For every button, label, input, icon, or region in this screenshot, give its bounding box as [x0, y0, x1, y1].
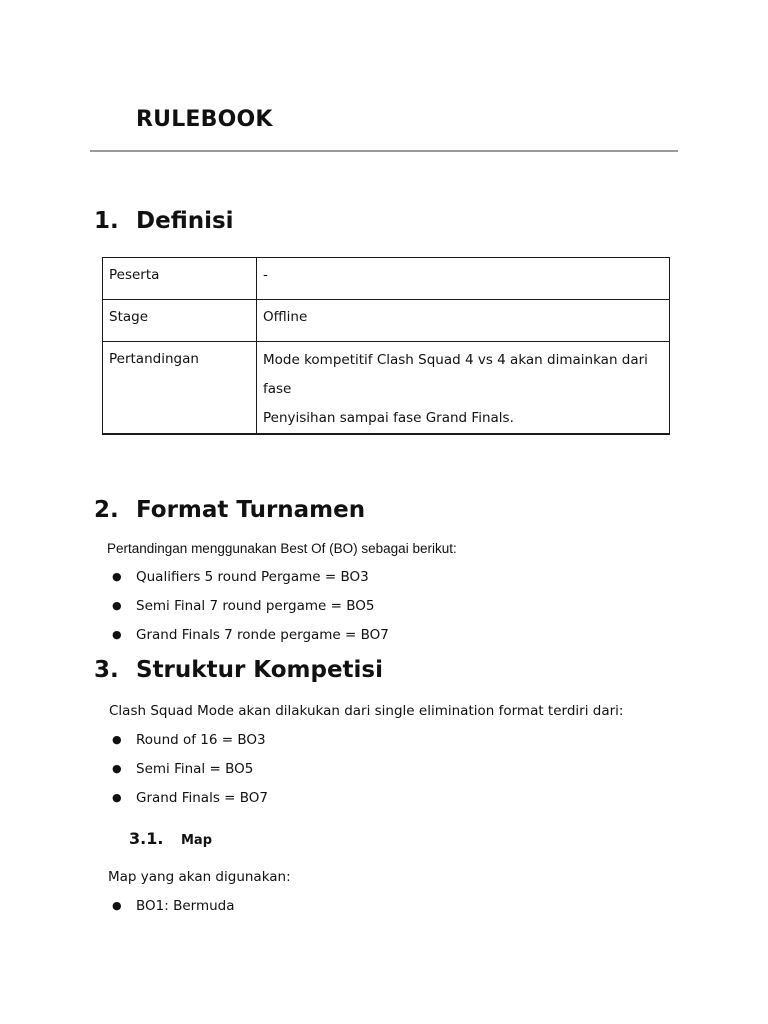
bullet-icon: ● [112, 570, 122, 583]
section-heading-format-turnamen [94, 495, 365, 525]
table-cell-value [257, 342, 670, 435]
list-item-text: BO1: Bermuda [136, 898, 235, 914]
section-number: 3. [94, 657, 119, 683]
table-cell-value: Offline [257, 300, 670, 342]
subsection-intro: Map yang akan digunakan: [108, 869, 291, 885]
list-item [112, 597, 389, 626]
subsection-title: Map [181, 833, 213, 848]
section-heading-struktur-kompetisi [94, 655, 383, 685]
table-cell-value-line: Mode kompetitif Clash Squad 4 vs 4 akan dimainkan dari fase [263, 352, 648, 397]
list-item [112, 789, 268, 818]
table-cell-key: Pertandingan [103, 342, 257, 435]
bullet-icon: ● [112, 599, 122, 612]
bullet-icon: ● [112, 628, 122, 641]
section-intro: Pertandingan menggunakan Best Of (BO) sebagai berikut: [107, 541, 457, 556]
list-item-text: Round of 16 = BO3 [136, 732, 266, 748]
table-row [103, 258, 670, 300]
table-row [103, 342, 670, 435]
bullet-list-map [112, 897, 235, 926]
subsection-heading-map [129, 828, 212, 852]
bullet-list-format [112, 568, 389, 655]
table-cell-key: Peserta [103, 258, 257, 300]
section-title: Format Turnamen [136, 497, 366, 523]
list-item [112, 731, 268, 760]
bullet-icon: ● [112, 733, 122, 746]
list-item-text: Grand Finals 7 ronde pergame = BO7 [136, 627, 389, 643]
table-cell-value-line: Penyisihan sampai fase Grand Finals. [263, 410, 514, 426]
definition-table [102, 257, 670, 435]
bullet-list-struktur [112, 731, 268, 818]
document-title: RULEBOOK [136, 107, 273, 132]
section-number: 1. [94, 208, 119, 234]
title-divider [90, 150, 678, 152]
section-number: 2. [94, 497, 119, 523]
bullet-icon: ● [112, 899, 122, 912]
list-item [112, 568, 389, 597]
list-item-text: Qualifiers 5 round Pergame = BO3 [136, 569, 369, 585]
section-title: Struktur Kompetisi [136, 657, 383, 683]
list-item-text: Semi Final = BO5 [136, 761, 254, 777]
list-item-text: Grand Finals = BO7 [136, 790, 268, 806]
table-cell-key: Stage [103, 300, 257, 342]
section-heading-definisi [94, 206, 234, 236]
list-item-text: Semi Final 7 round pergame = BO5 [136, 598, 375, 614]
subsection-number: 3.1. [129, 829, 164, 848]
table-cell-value: - [257, 258, 670, 300]
section-intro: Clash Squad Mode akan dilakukan dari single elimination format terdiri dari: [109, 703, 624, 719]
bullet-icon: ● [112, 791, 122, 804]
section-title: Definisi [136, 208, 234, 234]
list-item [112, 626, 389, 655]
list-item [112, 760, 268, 789]
bullet-icon: ● [112, 762, 122, 775]
list-item [112, 897, 235, 926]
table-row [103, 300, 670, 342]
